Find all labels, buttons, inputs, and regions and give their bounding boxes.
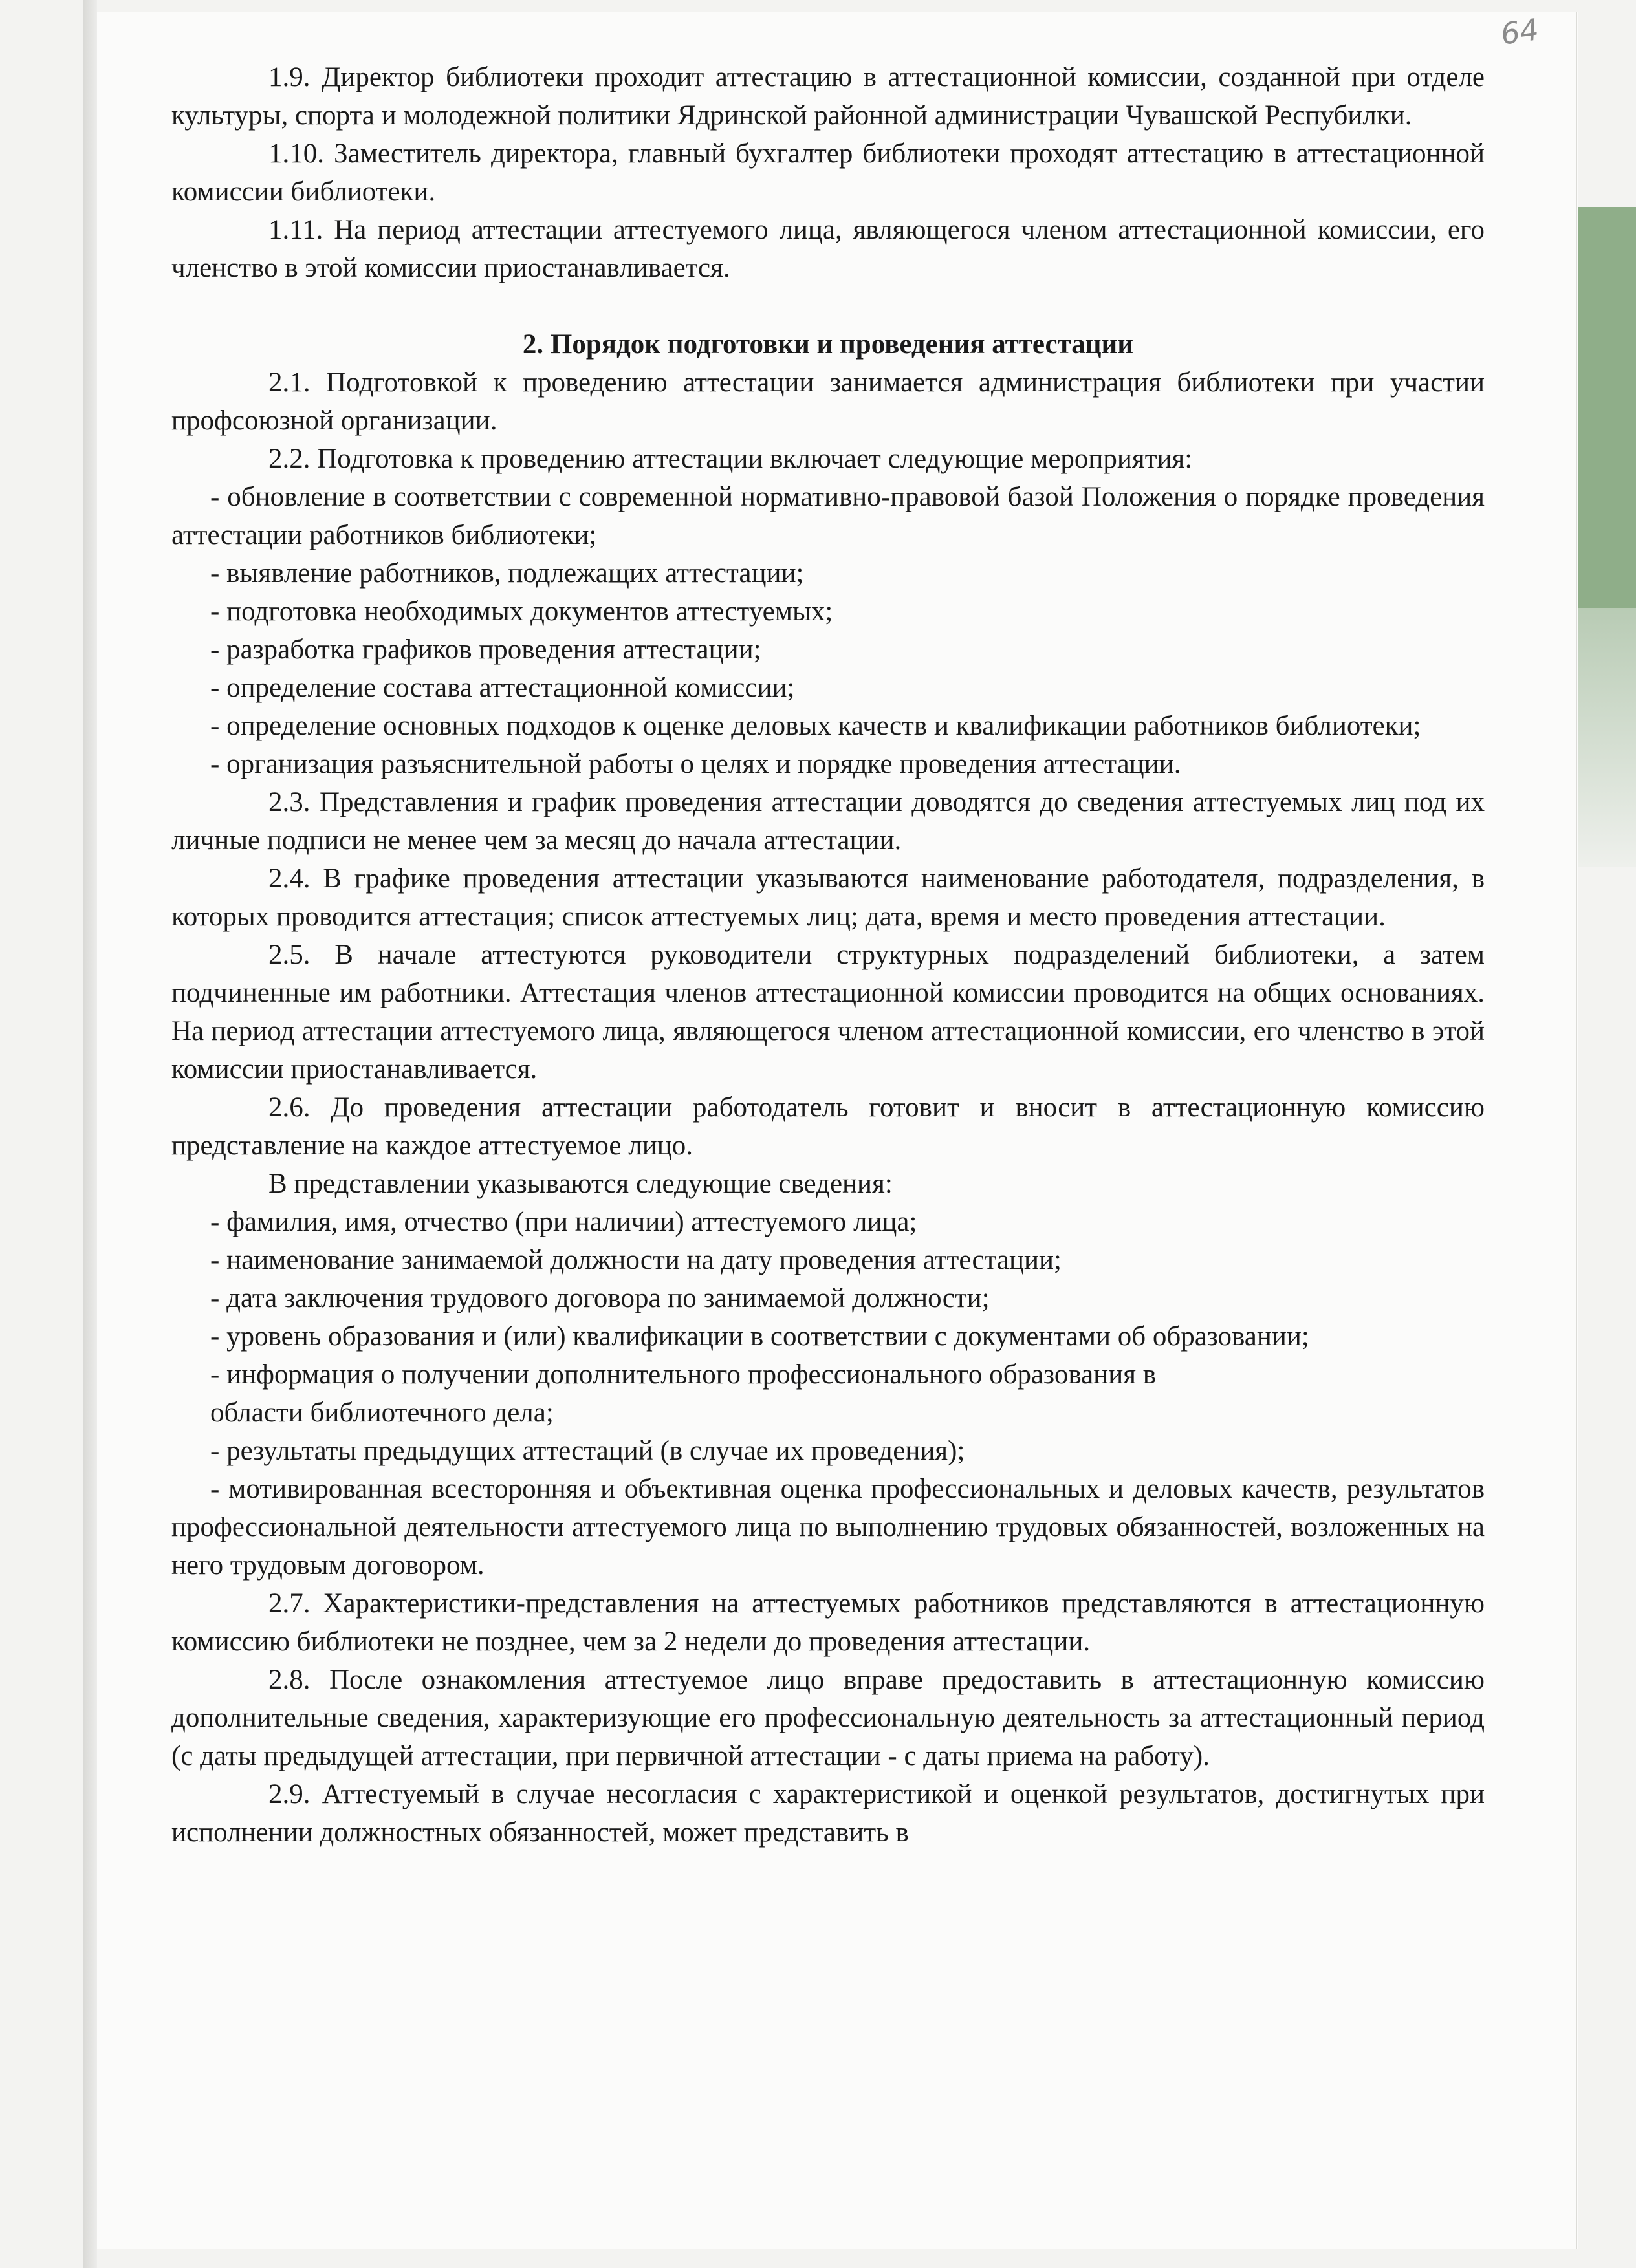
list-item: - определение состава аттестационной комиссии; <box>210 673 795 703</box>
list-item: - информация о получении дополнительного профессионального образования в <box>210 1359 1157 1390</box>
paragraph: 2.2. Подготовка к проведению аттестации включает следующие мероприятия: <box>268 444 1193 474</box>
paragraph: 2.6. До проведения аттестации работодатель готовит и вносит в аттестационную комиссию представление на каждое аттестуемое лицо. <box>171 1092 1485 1161</box>
list-item: - наименование занимаемой должности на дату проведения аттестации; <box>210 1245 1062 1275</box>
paragraph: 1.9. Директор библиотеки проходит аттестацию в аттестационной комиссии, созданной при отделе культуры, спорта и молодежной политики Ядринской районной администрации Чувашской Респубилки. <box>171 62 1485 131</box>
list-item-continuation: области библиотечного дела; <box>210 1398 554 1428</box>
paragraph: 1.10. Заместитель директора, главный бухгалтер библиотеки проходят аттестацию в аттестационной комиссии библиотеки. <box>171 138 1485 207</box>
paragraph: 2.3. Представления и график проведения аттестации доводятся до сведения аттестуемых лиц под их личные подписи не менее чем за месяц до начала аттестации. <box>171 787 1485 856</box>
paragraph: 2.5. В начале аттестуются руководители структурных подразделений библиотеки, а затем подчиненные им работники. Аттестация членов аттестационной комиссии проводится на общих основаниях. На период аттестации аттестуемого лица, являющегося членом аттестационной комиссии, его членство в этой комиссии приостанавливается. <box>171 940 1485 1085</box>
list-item: - мотивированная всесторонняя и объективная оценка профессиональных и деловых качеств, результатов профессиональной деятельности аттестуемого лица по выполнению трудовых обязанностей, возложенных на него трудовым договором. <box>171 1474 1485 1581</box>
list-item: - фамилия, имя, отчество (при наличии) аттестуемого лица; <box>210 1207 917 1237</box>
scan-left-shadow <box>83 0 97 2268</box>
paragraph: 2.9. Аттестуемый в случае несогласия с характеристикой и оценкой результатов, достигнутых при исполнении должностных обязанностей, может представить в <box>171 1779 1485 1848</box>
list-item: - выявление работников, подлежащих аттестации; <box>210 558 804 589</box>
list-item: - подготовка необходимых документов аттестуемых; <box>210 596 833 627</box>
list-item: - результаты предыдущих аттестаций (в случае их проведения); <box>210 1436 965 1466</box>
paragraph: 1.11. На период аттестации аттестуемого лица, являющегося членом аттестационной комиссии, его членство в этой комиссии приостанавливается. <box>171 215 1485 283</box>
section-heading: 2. Порядок подготовки и проведения аттестации <box>522 329 1134 360</box>
paragraph: 2.1. Подготовкой к проведению аттестации занимается администрация библиотеки при участии профсоюзной организации. <box>171 367 1485 436</box>
list-item: - обновление в соответствии с современной нормативно-правовой базой Положения о порядке проведения аттестации работников библиотеки; <box>171 482 1485 550</box>
paragraph: 2.4. В графике проведения аттестации указываются наименование работодателя, подразделения, в которых проводится аттестация; список аттестуемых лиц; дата, время и место проведения аттестации. <box>171 863 1485 932</box>
handwritten-page-number: 64 <box>1498 12 1542 52</box>
paragraph: 2.7. Характеристики-представления на аттестуемых работников представляются в аттестационную комиссию библиотеки не позднее, чем за 2 недели до проведения аттестации. <box>171 1588 1485 1657</box>
list-item: - уровень образования и (или) квалификации в соответствии с документами об образовании; <box>210 1321 1309 1352</box>
list-item: - дата заключения трудового договора по занимаемой должности; <box>210 1283 990 1313</box>
green-divider-fade <box>1578 608 1636 867</box>
paragraph: В представлении указываются следующие сведения: <box>268 1169 893 1199</box>
page-right-edge <box>1576 12 1577 2249</box>
list-item: - разработка графиков проведения аттестации; <box>210 634 761 665</box>
paragraph: 2.8. После ознакомления аттестуемое лицо вправе предоставить в аттестационную комиссию дополнительные сведения, характеризующие его профессиональную деятельность за аттестационный период (с даты предыдущей аттестации, при первичной аттестации - с даты приема на работу). <box>171 1665 1485 1771</box>
list-item: - организация разъяснительной работы о целях и порядке проведения аттестации. <box>210 749 1181 779</box>
document-body <box>171 58 1485 1852</box>
green-divider-tab <box>1578 207 1636 608</box>
list-item: - определение основных подходов к оценке деловых качеств и квалификации работников библиотеки; <box>210 711 1421 741</box>
